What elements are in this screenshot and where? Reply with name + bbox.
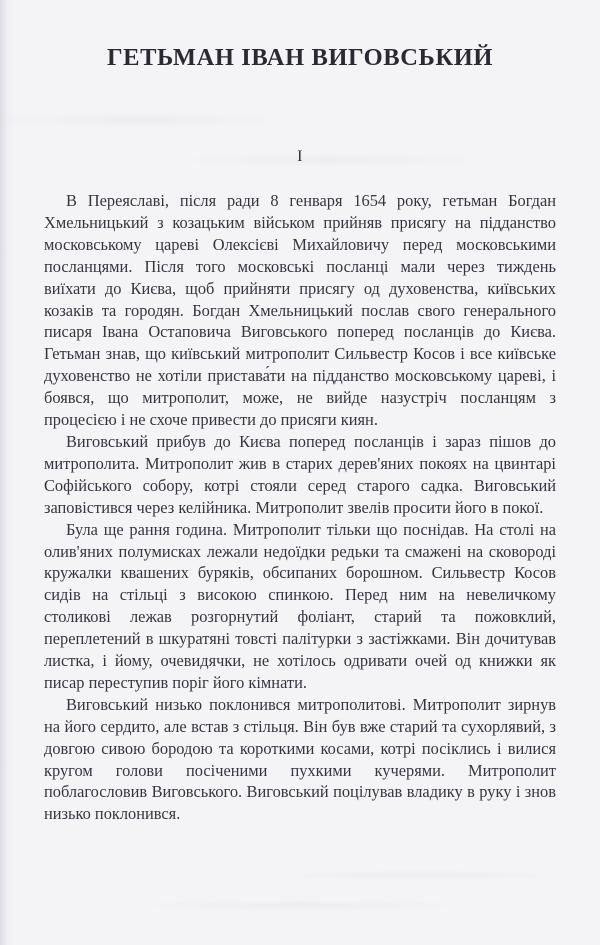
paragraph: Виговський низько поклонився митрополитові. Митрополит зирнув на його сердито, але встав з стільця. Він був вже старий та сухорлявий, з довгою сивою бородою та короткими косами, котрі посіклись і вилися кругом голови посіченими пухкими кучерями. Митрополит поблагословив Виговського. Виговський поцілував владику в руку і знов низько поклонився. xyxy=(44,694,556,824)
section-number: I xyxy=(297,148,303,165)
body-text xyxy=(44,166,556,825)
paragraph: Виговський прибув до Києва поперед посланців і зараз пішов до митрополита. Митрополит жив в старих дерев'яних покоях на цвинтарі Софійського собору, котрі стояли серед старого садка. Виговський заповістився через келійника. Митрополит звелів просити його в покої. xyxy=(44,431,556,517)
page-title: ГЕТЬМАН ІВАН ВИГОВСЬКИЙ xyxy=(106,44,494,71)
paragraph: Була ще рання година. Митрополит тільки що поснідав. На столі на олив'яних полумисках лежали недоїдки редьки та смажені на сковороді кружалки квашених буряків, обсипаних борошном. Сильвестр Косов сидів на стільці з високою спинкою. Перед ним на невеличкому столикові лежав розгорнутий фоліант, старий та пожовклий, переплетений в шкуратяні товсті палітурки з застіжками. Він дочитував листка, і йому, очевидячки, не хотілось одривати очей од книжки як писар переступив поріг його кімнати. xyxy=(44,519,556,692)
paragraph: В Переяславі, після ради 8 генваря 1654 року, гетьман Богдан Хмельницький з козацьким військом прийняв присягу на підданство московському цареві Олексієві Михайловичу перед московськими посланцями. Після того московські посланці мали через тиждень виїхати до Києва, щоб прийняти присягу од духовенства, київських козаків та городян. Богдан Хмельницький послав свого генерального писаря Івана Остаповича Виговського поперед посланців до Києва. Гетьман знав, що київський митрополит Сильвестр Косов і все київське духовенство не хотіли пристава́ти на підданство московському цареві, і боявся, що митрополит, може, не вийде назустріч посланцям з процесією і не схоче привести до присяги киян. xyxy=(44,191,556,430)
